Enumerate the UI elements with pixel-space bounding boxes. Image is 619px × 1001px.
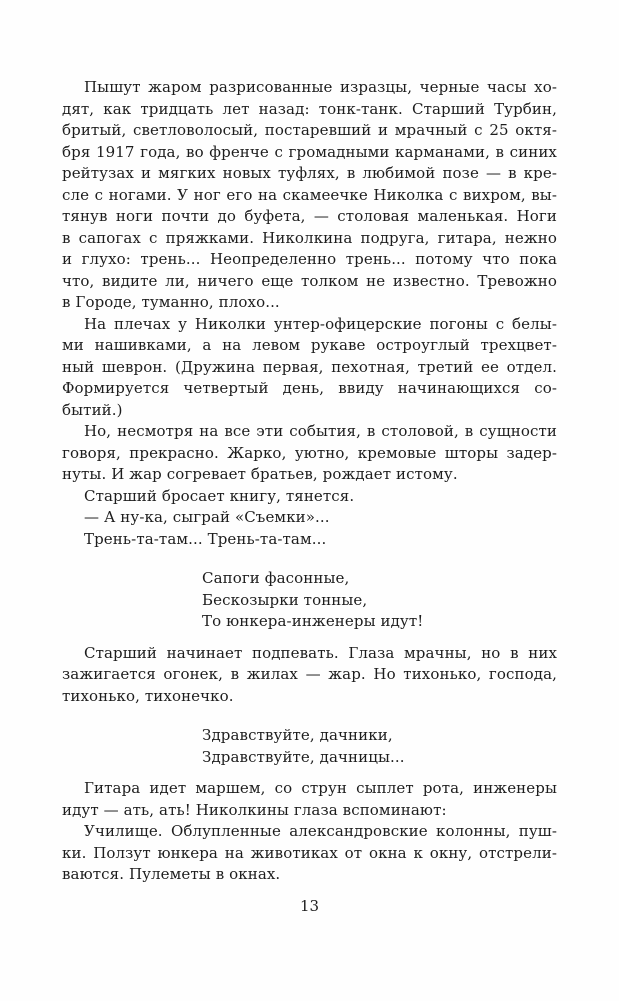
text-line: и глухо: трень... Неопределенно трень... потому что пока [62, 250, 557, 268]
text-line: Старший начинает подпевать. Глаза мрачны, но в них [84, 643, 557, 662]
paragraph [62, 486, 557, 508]
text-line: Гитара идет маршем, со струн сыплет рота, инженеры [84, 779, 557, 797]
text-line: На плечах у Николки унтер-офицерские погоны с белы- [84, 314, 557, 333]
text-line: ки. Ползут юнкера на животиках от окна к окну, отстрели- [62, 843, 557, 862]
text-line: Здравствуйте, дачницы... [202, 747, 405, 766]
text-line: тихонько, тихонечко. [62, 686, 234, 705]
text-line: что, видите ли, ничего еще толком не известно. Тревожно [62, 271, 557, 290]
text-line: Училище. Облупленные александровские колонны, пуш- [84, 822, 557, 840]
text-line: ваются. Пулеметы в окнах. [62, 865, 281, 883]
text-line: зажигается огонек, в жилах — жар. Но тихонько, господа, [62, 665, 557, 683]
text-line: Формируется четвертый день, ввиду начинающихся со- [62, 379, 557, 397]
paragraph [62, 77, 557, 314]
verse-block [202, 568, 557, 633]
text-line: нуты. И жар согревает братьев, рождает истому. [62, 465, 458, 483]
text-line: в сапогах с пряжками. Николкина подруга, гитара, нежно [62, 228, 557, 247]
text-line: дят, как тридцать лет назад: тонк-танк. Старший Турбин, [62, 99, 557, 118]
paragraph [62, 421, 557, 486]
text-line: ный шеврон. (Дружина первая, пехотная, третий ее отдел. [62, 357, 557, 376]
text-line: говоря, прекрасно. Жарко, уютно, кремовые шторы задер- [62, 443, 557, 462]
text-line: Здравствуйте, дачники, [202, 726, 393, 744]
paragraph [62, 507, 557, 529]
page-number: 13 [299, 897, 320, 915]
text-line: — А ну-ка, сыграй «Съемки»... [84, 508, 330, 526]
text-line: рейтузах и мягких новых туфлях, в любимой позе — в кре- [62, 164, 557, 182]
text-line: сле с ногами. У ног его на скамеечке Николка с вихром, вы- [62, 185, 557, 204]
paragraph [62, 643, 557, 708]
text-line: То юнкера-инженеры идут! [202, 612, 424, 630]
paragraph [62, 529, 557, 551]
text-line: бритый, светловолосый, постаревший и мрачный с 25 октя- [62, 121, 557, 139]
text-line: в Городе, туманно, плохо... [62, 293, 280, 311]
paragraph [62, 821, 557, 886]
text-line: Но, несмотря на все эти события, в столовой, в сущности [84, 422, 557, 440]
text-line: ми нашивками, а на левом рукаве остроуглый трехцвет- [62, 336, 557, 354]
paragraph [62, 314, 557, 422]
text-line: Трень-та-там... Трень-та-там... [84, 529, 327, 548]
text-line: идут — ать, ать! Николкины глаза вспоминают: [62, 800, 447, 819]
text-line: Пышут жаром разрисованные изразцы, черные часы хо- [84, 78, 557, 96]
verse-block [202, 725, 557, 768]
text-line: Бескозырки тонные, [202, 590, 368, 609]
text-line: бытий.) [62, 400, 123, 419]
text-line: Сапоги фасонные, [202, 569, 350, 587]
text-line: тянув ноги почти до буфета, — столовая маленькая. Ноги [62, 207, 557, 225]
text-line: Старший бросает книгу, тянется. [84, 486, 355, 505]
text-line: бря 1917 года, во френче с громадными карманами, в синих [62, 142, 557, 161]
paragraph [62, 778, 557, 821]
text-block [62, 77, 557, 886]
